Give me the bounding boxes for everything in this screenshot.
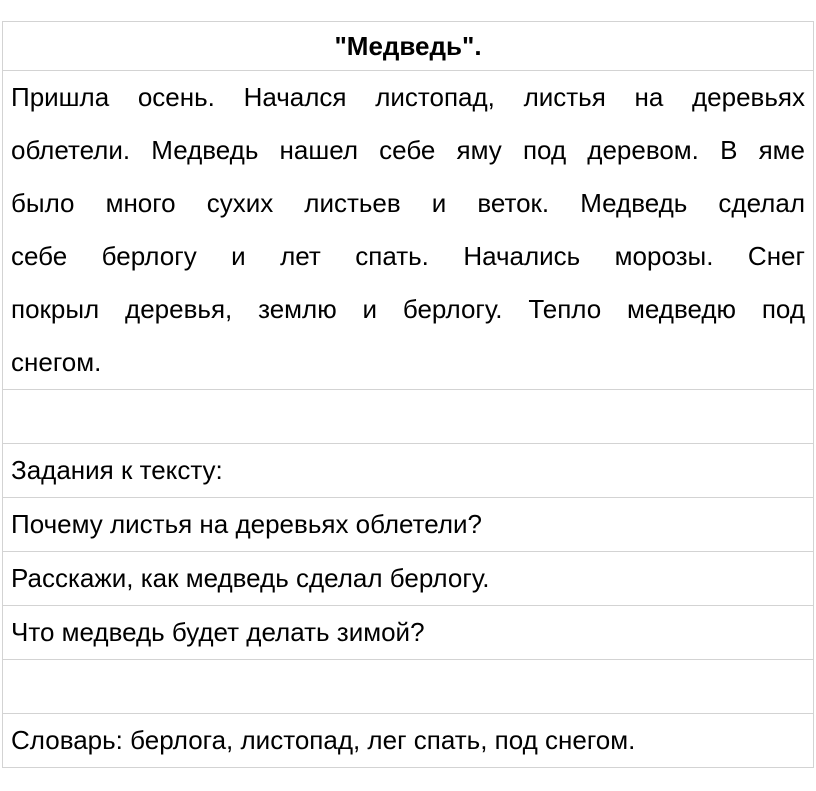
empty-cell [3, 390, 814, 444]
task-row [3, 606, 814, 660]
spacer-row [3, 390, 814, 444]
task-row [3, 552, 814, 606]
story-line: себе берлогу и лет спать. Начались морозы. Снег [11, 241, 805, 271]
task-question: Что медведь будет делать зимой? [3, 606, 814, 660]
spacer-row [3, 660, 814, 714]
story-line: было много сухих листьев и веток. Медведь сделал [11, 188, 805, 218]
title-row [3, 22, 814, 71]
story-line: снегом. [11, 347, 102, 377]
vocabulary-text: Словарь: берлога, листопад, лег спать, под снегом. [3, 714, 814, 768]
story-line: покрыл деревья, землю и берлогу. Тепло медведю под [11, 294, 805, 324]
vocabulary-row [3, 714, 814, 768]
story-line: облетели. Медведь нашел себе яму под деревом. В яме [11, 135, 805, 165]
tasks-heading-row [3, 444, 814, 498]
task-question: Почему листья на деревьях облетели? [3, 498, 814, 552]
tasks-heading: Задания к тексту: [3, 444, 814, 498]
story-row [3, 71, 814, 390]
task-question: Расскажи, как медведь сделал берлогу. [3, 552, 814, 606]
worksheet-table [2, 21, 814, 768]
task-row [3, 498, 814, 552]
story-line: Пришла осень. Начался листопад, листья на деревьях [11, 82, 805, 112]
empty-cell [3, 660, 814, 714]
story-text [3, 71, 814, 390]
story-title: "Медведь". [3, 22, 814, 71]
